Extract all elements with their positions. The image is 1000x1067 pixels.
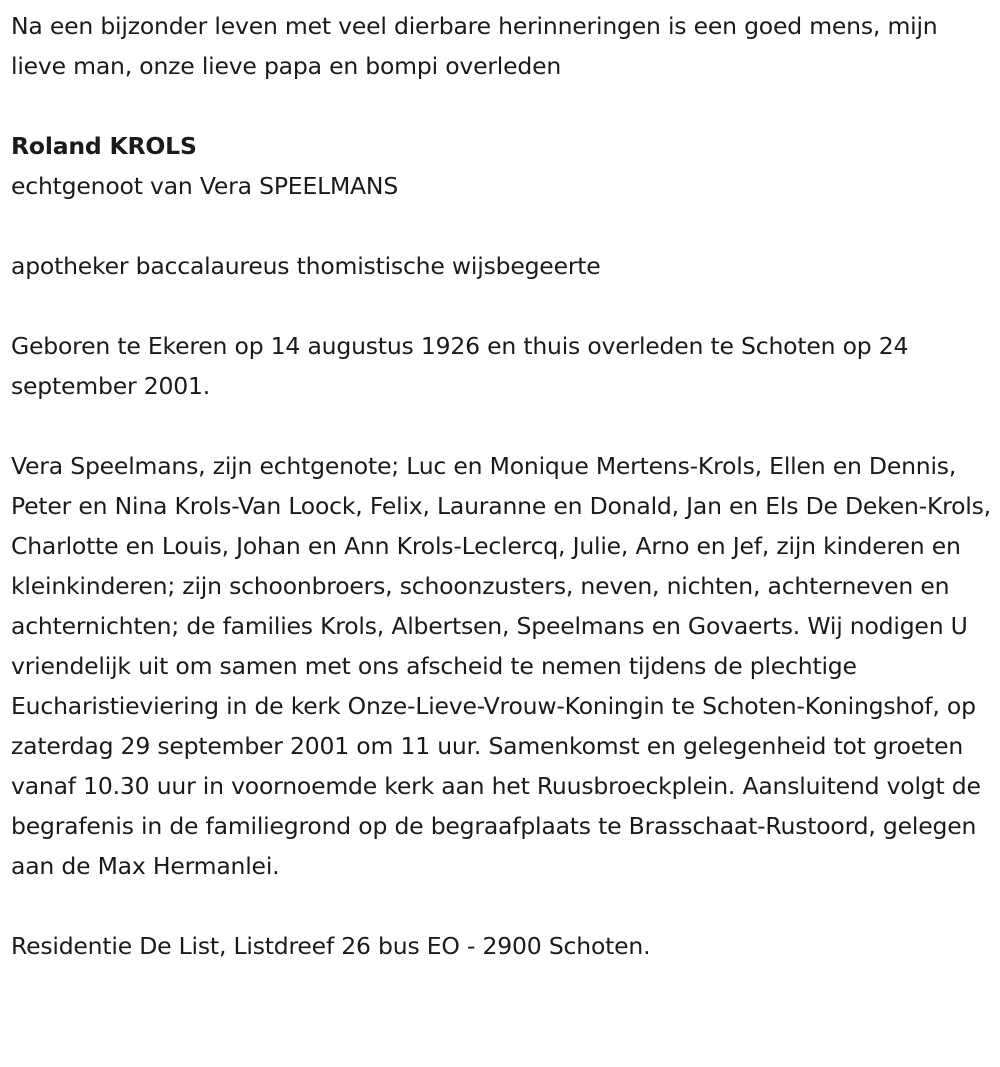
spacer [11,406,996,446]
occupation-text: apotheker baccalaureus thomistische wijsbegeerte [11,252,601,280]
spouse-text: echtgenoot van Vera SPEELMANS [11,172,399,200]
address-text: Residentie De List, Listdreef 26 bus EO - 2900 Schoten. [11,932,651,960]
obituary-document [11,6,996,966]
family-ceremony-text: Vera Speelmans, zijn echtgenote; Luc en Monique Mertens-Krols, Ellen en Dennis, Peter en Nina Krols-Van Loock, Felix, Lauranne en Donald, Jan en Els De Deken-Krols, Charlotte en Louis, Johan en Ann Krols-Leclercq, Julie, Arno en Jef, zijn kinderen en kleinkinderen; zijn schoonbroers, schoonzusters, neven, nichten, achterneven en achternichten; de families Krols, Albertsen, Speelmans en Govaerts. Wij nodigen U vriendelijk uit om samen met ons afscheid te nemen tijdens de plechtige Eucharistieviering in de kerk Onze-Lieve-Vrouw-Koningin te Schoten-Koningshof, op zaterdag 29 september 2001 om 11 uur. Samenkomst en gelegenheid tot groeten vanaf 10.30 uur in voornoemde kerk aan het Ruusbroeckplein. Aansluitend volgt de begrafenis in de familiegrond op de begraafplaats te Brasschaat-Rustoord, gelegen aan de Max Hermanlei. [11,452,991,880]
spacer [11,286,996,326]
spacer [11,86,996,126]
intro-text: Na een bijzonder leven met veel dierbare herinneringen is een goed mens, mijn lieve man, onze lieve papa en bompi overleden [11,12,938,80]
spacer [11,886,996,926]
birth-death-text: Geboren te Ekeren op 14 augustus 1926 en thuis overleden te Schoten op 24 september 2001. [11,332,909,400]
spacer [11,206,996,246]
deceased-name: Roland KROLS [11,132,197,160]
